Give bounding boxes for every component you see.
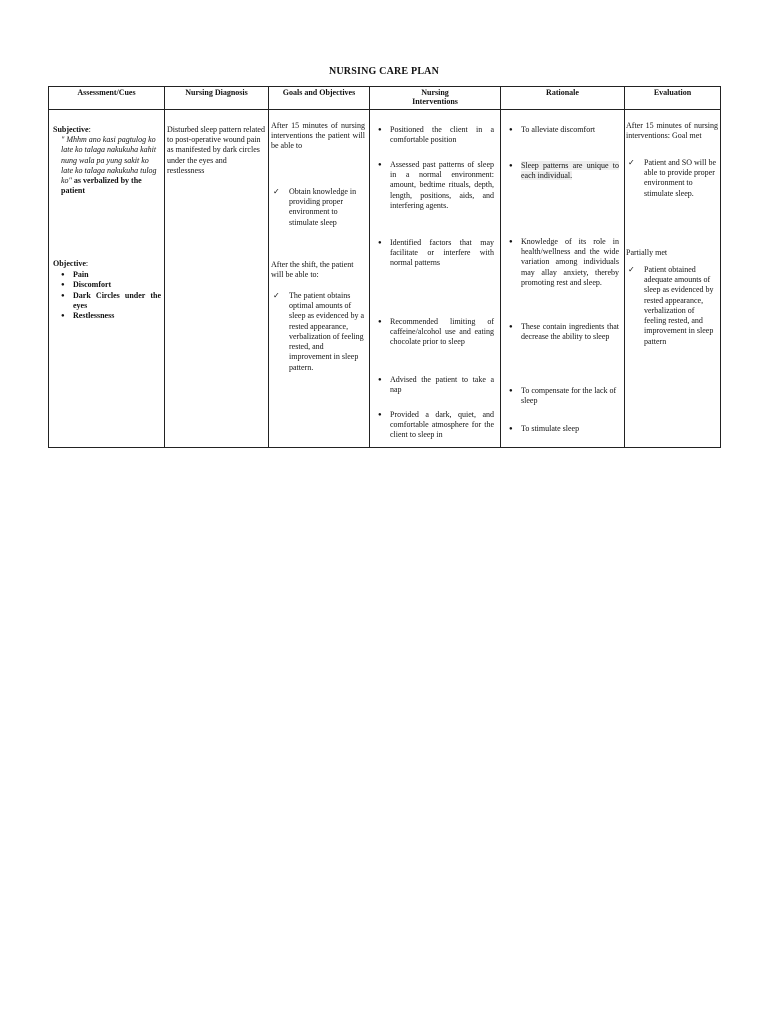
evaluation-partial-label: Partially met: [626, 248, 668, 257]
list-item: ● Pain: [57, 270, 161, 280]
header-interventions-line2: Interventions: [412, 96, 458, 106]
list-item: ● To stimulate sleep: [505, 424, 619, 434]
list-item: ● Discomfort: [57, 280, 161, 290]
rationale-list-3: [505, 237, 619, 288]
list-item: ● Identified factors that may facilitate or interfere with normal patterns: [374, 238, 494, 269]
assessment-cell: [49, 110, 165, 448]
list-item: ● Provided a dark, quiet, and comfortable atmosphere for the client to sleep in: [374, 410, 494, 441]
intervention-list-6: [374, 410, 494, 441]
subjective-verbalized: as verbalized by the patient: [61, 176, 142, 196]
header-interventions: [370, 87, 501, 110]
checkmark-icon: ✓: [273, 291, 280, 300]
header-rationale: Rationale: [501, 87, 625, 110]
list-item: ● These contain ingredients that decrease the ability to sleep: [505, 322, 619, 342]
long-term-goal-intro: After the shift, the patient will be able to:: [271, 260, 354, 280]
evaluation-cell: [625, 110, 721, 448]
goals-cell: [269, 110, 370, 448]
list-item: ● Dark Circles under the eyes: [57, 291, 161, 311]
evaluation-partial-list: [626, 265, 718, 347]
rationale-list-4: [505, 322, 619, 342]
long-term-goal-list: [271, 291, 365, 373]
intervention-list-4: [374, 317, 494, 348]
subjective-quote: " Mhhm ano kasi pagtulog ko late ko talaga nakukuha kahit nung wala pa yung sakit ko late ko talaga nakukuha tulog ko": [61, 135, 157, 186]
list-item: ● To compensate for the lack of sleep: [505, 386, 619, 406]
subjective-colon: :: [88, 125, 91, 134]
evaluation-intro: After 15 minutes of nursing interventions: Goal met: [626, 121, 718, 141]
list-item: ✓ Patient and SO will be able to provide proper environment to stimulate sleep.: [628, 158, 716, 198]
checkmark-icon: ✓: [628, 158, 635, 167]
rationale-cell: [501, 110, 625, 448]
header-assessment: Assessment/Cues: [49, 87, 165, 110]
intervention-list-3: [374, 238, 494, 269]
list-item: ● Assessed past patterns of sleep in a normal environment: amount, bedtime rituals, depth, length, positions, aids, and interfering agents.: [374, 160, 494, 211]
evaluation-goal-met-list: [626, 158, 718, 199]
short-term-goal-list: [271, 187, 365, 228]
header-interventions-line1: Nursing: [421, 88, 449, 97]
checkmark-icon: ✓: [628, 265, 635, 274]
objective-block: [53, 259, 161, 321]
table-row: [49, 110, 721, 448]
rationale-list-6: [505, 424, 619, 434]
rationale-list-5: [505, 386, 619, 406]
list-item: ✓ Obtain knowledge in providing proper environment to stimulate sleep: [273, 187, 357, 227]
care-plan-table: [48, 86, 721, 448]
subjective-label: Subjective: [53, 125, 89, 134]
intervention-list-2: [374, 160, 494, 211]
list-item: ● Restlessness: [57, 311, 161, 321]
page-title: NURSING CARE PLAN: [328, 66, 440, 77]
intervention-list-5: [374, 375, 494, 395]
objective-colon: :: [85, 259, 89, 268]
objective-list: [53, 270, 161, 321]
header-goals: Goals and Objectives: [269, 87, 370, 110]
list-item: ● To alleviate discomfort: [505, 125, 619, 135]
list-item: ● Advised the patient to take a nap: [374, 375, 494, 395]
list-item: ● Sleep patterns are unique to each individual.: [505, 161, 619, 181]
subjective-block: [53, 125, 161, 197]
objective-label: Objective: [53, 259, 86, 268]
list-item: ✓ Patient obtained adequate amounts of sleep as evidenced by rested appearance, verbalization of feeling rested, and improvement in sleep pattern: [628, 265, 714, 346]
rationale-list-2: [505, 161, 619, 181]
diagnosis-cell: [165, 110, 269, 448]
diagnosis-text: Disturbed sleep pattern related to post-operative wound pain as manifested by dark circles under the eyes and restlessness: [167, 125, 265, 175]
list-item: ● Knowledge of its role in health/wellness and the wide variation among individuals may allay anxiety, thereby promoting rest and sleep.: [505, 237, 619, 288]
intervention-list-1: [374, 125, 494, 145]
interventions-cell: [370, 110, 501, 448]
header-diagnosis: Nursing Diagnosis: [165, 87, 269, 110]
list-item: ✓ The patient obtains optimal amounts of sleep as evidenced by a rested appearance, verbalization of feeling rested, and improvement in sleep pattern.: [273, 291, 365, 372]
header-evaluation: Evaluation: [625, 87, 721, 110]
short-term-goal-intro: After 15 minutes of nursing interventions the patient will be able to: [271, 121, 365, 151]
table-header-row: [49, 87, 721, 110]
checkmark-icon: ✓: [273, 187, 280, 196]
list-item: ● Recommended limiting of caffeine/alcohol use and eating chocolate prior to sleep: [374, 317, 494, 348]
list-item: ● Positioned the client in a comfortable position: [374, 125, 494, 145]
rationale-list-1: [505, 125, 619, 135]
